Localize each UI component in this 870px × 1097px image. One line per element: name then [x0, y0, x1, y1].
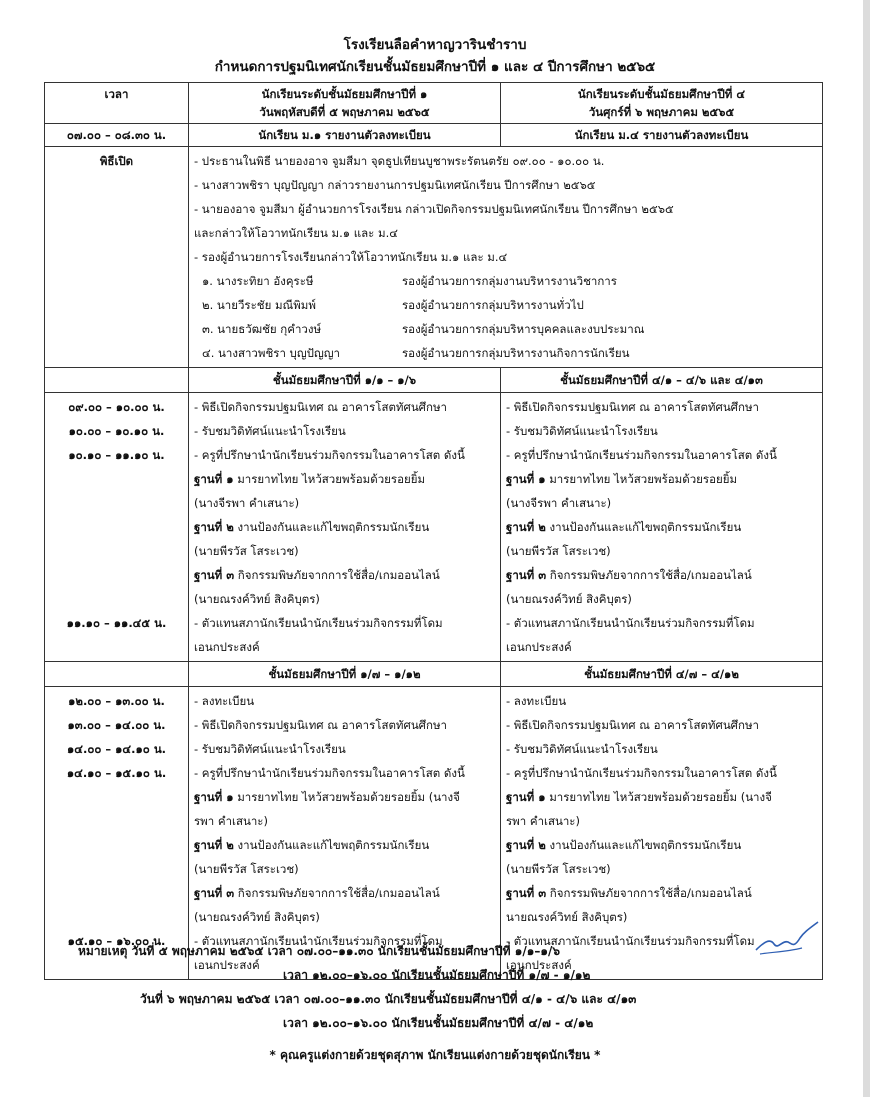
- register-m1: นักเรียน ม.๑ รายงานตัวลงทะเบียน: [189, 124, 501, 147]
- activity-line: [194, 689, 495, 713]
- station-label: ฐานที่ ๓: [194, 886, 235, 900]
- table-header-row: [45, 83, 823, 124]
- activity-text: (นางจีรพา คำเสนาะ): [194, 496, 300, 510]
- staff-name: ๔. นางสาวพชิรา บุญปัญญา: [202, 346, 341, 360]
- school-name: โรงเรียนลือคำหาญวารินชำราบ: [343, 37, 527, 53]
- staff-role: รองผู้อำนวยการกลุ่มบริหารงานกิจการนักเรียน: [402, 346, 630, 360]
- session1-header-time: [45, 368, 189, 393]
- time-slot: [50, 905, 183, 929]
- activity-text: (นางจีรพา คำเสนาะ): [506, 496, 612, 510]
- station-label: ฐานที่ ๑: [194, 790, 234, 804]
- activity-line: [506, 515, 817, 539]
- activity-text: นายณรงค์วิทย์ สิงคิบุตร): [506, 910, 628, 924]
- activity-line: [194, 395, 495, 419]
- session1-m1-activities: [189, 393, 501, 662]
- ceremony-item: - ประธานในพิธี นายองอาจ จูมสีมา จุดธูปเทียนบูชาพระรัตนตรัย ๐๙.๐๐ - ๑๐.๐๐ น.: [194, 154, 605, 168]
- activity-line: [506, 539, 817, 563]
- activity-line: [194, 833, 495, 857]
- activity-line: [506, 611, 817, 635]
- time-slot: [50, 539, 183, 563]
- page-edge: [863, 0, 870, 1097]
- session2-header-time: [45, 662, 189, 687]
- time-slot: ๑๔.๑๐ – ๑๕.๑๐ น.: [66, 766, 167, 780]
- activity-text: - ลงทะเบียน: [194, 694, 255, 708]
- activity-text: กิจกรรมพิษภัยจากการใช้สื่อ/เกมออนไลน์: [234, 886, 440, 900]
- activity-text: - พิธีเปิดกิจกรรมปฐมนิเทศ ณ อาคารโสตทัศนศึกษา: [506, 718, 759, 732]
- activity-text: (นายพีรวัส โสระเวช): [194, 544, 299, 558]
- ceremony-item: - นายองอาจ จูมสีมา ผู้อำนวยการโรงเรียน กล่าวเปิดกิจกรรมปฐมนิเทศนักเรียน ปีการศึกษา ๒๕๖๕: [194, 202, 674, 216]
- activity-text: - ลงทะเบียน: [506, 694, 567, 708]
- session1-header-m4: ชั้นมัธยมศึกษาปีที่ ๔/๑ – ๔/๖ และ ๔/๑๓: [501, 368, 823, 393]
- activity-text: รพา คำเสนาะ): [506, 814, 580, 828]
- time-slot: ๑๕.๑๐ – ๑๖.๐๐ น.: [67, 934, 166, 948]
- time-slot: ๑๐.๑๐ – ๑๑.๑๐ น.: [68, 448, 165, 462]
- activity-text: - รับชมวิดิทัศน์แนะนำโรงเรียน: [506, 424, 658, 438]
- activity-text: - ครูที่ปรึกษานำนักเรียนร่วมกิจกรรมในอาคารโสต ดังนี้: [506, 766, 777, 780]
- activity-line: [194, 443, 495, 467]
- activity-text: - ครูที่ปรึกษานำนักเรียนร่วมกิจกรรมในอาคารโสต ดังนี้: [194, 766, 465, 780]
- activity-line: [194, 857, 495, 881]
- ceremony-content: [189, 147, 823, 368]
- staff-role: รองผู้อำนวยการกลุ่มงานบริหารงานวิชาการ: [402, 274, 617, 288]
- activity-text: เอนกประสงค์: [194, 640, 260, 654]
- activity-text: (นายพีรวัส โสระเวช): [194, 862, 299, 876]
- activity-line: [194, 611, 495, 635]
- note-line: เวลา ๑๒.๐๐–๑๖.๐๐ นักเรียนชั้นมัธยมศึกษาปีที่ ๔/๗ - ๔/๑๒: [283, 1016, 594, 1030]
- activity-text: - รับชมวิดิทัศน์แนะนำโรงเรียน: [194, 424, 346, 438]
- document-header: [0, 34, 870, 78]
- activity-text: - พิธีเปิดกิจกรรมปฐมนิเทศ ณ อาคารโสตทัศนศึกษา: [506, 400, 759, 414]
- time-slot: ๑๒.๐๐ – ๑๓.๐๐ น.: [68, 694, 165, 708]
- time-slot: ๑๔.๐๐ – ๑๔.๑๐ น.: [66, 742, 167, 756]
- activity-line: [194, 809, 495, 833]
- activity-text: รพา คำเสนาะ): [194, 814, 268, 828]
- activity-text: งานป้องกันและแก้ไขพฤติกรรมนักเรียน: [545, 838, 742, 852]
- time-slot: ๑๓.๐๐ – ๑๔.๐๐ น.: [67, 718, 166, 732]
- station-label: ฐานที่ ๒: [506, 838, 546, 852]
- ceremony-label: พิธีเปิด: [45, 147, 189, 368]
- session2-times: [45, 687, 189, 980]
- session1-header-row: [45, 368, 823, 393]
- activity-text: - รับชมวิดิทัศน์แนะนำโรงเรียน: [194, 742, 346, 756]
- time-slot: ๑๑.๑๐ – ๑๑.๔๕ น.: [66, 616, 167, 630]
- session1-m4-activities: [501, 393, 823, 662]
- activity-line: [506, 443, 817, 467]
- activity-line: [506, 395, 817, 419]
- activity-line: [506, 857, 817, 881]
- activity-text: งานป้องกันและแก้ไขพฤติกรรมนักเรียน: [233, 520, 430, 534]
- activity-text: งานป้องกันและแก้ไขพฤติกรรมนักเรียน: [233, 838, 430, 852]
- activity-text: - ตัวแทนสภานักเรียนนำนักเรียนร่วมกิจกรรมที่โดม: [194, 934, 443, 948]
- activity-text: - ตัวแทนสภานักเรียนนำนักเรียนร่วมกิจกรรมที่โดม: [506, 616, 755, 630]
- station-label: ฐานที่ ๑: [506, 790, 546, 804]
- activity-text: กิจกรรมพิษภัยจากการใช้สื่อ/เกมออนไลน์: [546, 568, 752, 582]
- activity-line: [506, 833, 817, 857]
- staff-row: [194, 293, 817, 317]
- activity-line: [194, 785, 495, 809]
- activity-line: [506, 785, 817, 809]
- activity-text: (นายณรงค์วิทย์ สิงคิบุตร): [194, 910, 320, 924]
- activity-line: [194, 491, 495, 515]
- time-slot: [50, 857, 183, 881]
- time-slot: [50, 515, 183, 539]
- station-label: ฐานที่ ๒: [194, 520, 234, 534]
- activity-text: (นายณรงค์วิทย์ สิงคิบุตร): [506, 592, 632, 606]
- staff-name: ๑. นางระทิยา อังคุระษี: [202, 274, 314, 288]
- activity-line: [506, 713, 817, 737]
- station-label: ฐานที่ ๓: [506, 886, 547, 900]
- schedule-table: [44, 82, 823, 980]
- staff-role: รองผู้อำนวยการกลุ่มบริหารบุคคลและงบประมาณ: [402, 322, 645, 336]
- staff-row: [194, 317, 817, 341]
- activity-line: [506, 419, 817, 443]
- time-slot: [50, 491, 183, 515]
- session1-row: [45, 393, 823, 662]
- staff-name: ๓. นายธวัฒชัย กุคำวงษ์: [202, 322, 322, 336]
- signature-icon: [752, 912, 822, 962]
- station-label: ฐานที่ ๑: [506, 472, 546, 486]
- activity-text: กิจกรรมพิษภัยจากการใช้สื่อ/เกมออนไลน์: [234, 568, 440, 582]
- activity-line: [194, 737, 495, 761]
- activity-text: - ตัวแทนสภานักเรียนนำนักเรียนร่วมกิจกรรมที่โดม: [194, 616, 443, 630]
- session1-header-m1: ชั้นมัธยมศึกษาปีที่ ๑/๑ – ๑/๖: [189, 368, 501, 393]
- activity-text: มารยาทไทย ไหว้สวยพร้อมด้วยรอยยิ้ม (นางจี: [545, 790, 772, 804]
- m1-header: นักเรียนระดับชั้นมัธยมศึกษาปีที่ ๑ วันพฤหัสบดีที่ ๕ พฤษภาคม ๒๕๖๕: [189, 83, 501, 124]
- activity-line: [506, 467, 817, 491]
- register-row: [45, 124, 823, 147]
- activity-text: เอนกประสงค์: [506, 958, 572, 972]
- session2-row: [45, 687, 823, 980]
- register-m4: นักเรียน ม.๔ รายงานตัวลงทะเบียน: [501, 124, 823, 147]
- activity-text: - รับชมวิดิทัศน์แนะนำโรงเรียน: [506, 742, 658, 756]
- activity-line: [506, 635, 817, 659]
- session2-header-row: [45, 662, 823, 687]
- activity-text: - ครูที่ปรึกษานำนักเรียนร่วมกิจกรรมในอาคารโสต ดังนี้: [194, 448, 465, 462]
- activity-line: [506, 737, 817, 761]
- note-line: วันที่ ๖ พฤษภาคม ๒๕๖๕ เวลา ๐๗.๐๐–๑๑.๓๐ นักเรียนชั้นมัธยมศึกษาปีที่ ๔/๑ - ๔/๖ และ ๔/๑๓: [140, 992, 637, 1006]
- staff-row: [194, 269, 817, 293]
- activity-line: [194, 881, 495, 905]
- session2-m1-activities: [189, 687, 501, 980]
- activity-line: [194, 587, 495, 611]
- time-slot: [50, 563, 183, 587]
- activity-text: - ครูที่ปรึกษานำนักเรียนร่วมกิจกรรมในอาคารโสต ดังนี้: [506, 448, 777, 462]
- activity-text: - ตัวแทนสภานักเรียนนำนักเรียนร่วมกิจกรรมที่โดม: [506, 934, 755, 948]
- activity-line: [506, 563, 817, 587]
- activity-text: - พิธีเปิดกิจกรรมปฐมนิเทศ ณ อาคารโสตทัศนศึกษา: [194, 718, 447, 732]
- activity-text: มารยาทไทย ไหว้สวยพร้อมด้วยรอยยิ้ม (นางจี: [233, 790, 460, 804]
- time-slot: [50, 881, 183, 905]
- activity-line: [506, 809, 817, 833]
- activity-line: [194, 515, 495, 539]
- ceremony-item: - นางสาวพชิรา บุญปัญญา กล่าวรายงานการปฐมนิเทศนักเรียน ปีการศึกษา ๒๕๖๕: [194, 178, 596, 192]
- session1-times: [45, 393, 189, 662]
- ceremony-row: [45, 147, 823, 368]
- time-slot: [50, 833, 183, 857]
- activity-text: (นายพีรวัส โสระเวช): [506, 544, 611, 558]
- staff-row: [194, 341, 817, 365]
- dress-code-footer: * คุณครูแต่งกายด้วยชุดสุภาพ นักเรียนแต่งกายด้วยชุดนักเรียน *: [269, 1048, 601, 1062]
- activity-line: [506, 881, 817, 905]
- time-slot: ๑๐.๐๐ – ๑๐.๑๐ น.: [68, 424, 165, 438]
- register-time: ๐๗.๐๐ – ๐๘.๓๐ น.: [45, 124, 189, 147]
- activity-text: มารยาทไทย ไหว้สวยพร้อมด้วยรอยยิ้ม: [545, 472, 738, 486]
- activity-line: [506, 491, 817, 515]
- activity-line: [194, 563, 495, 587]
- time-header: เวลา: [45, 83, 189, 124]
- staff-name: ๒. นายวีระชัย มณีพิมพ์: [202, 298, 316, 312]
- activity-line: [194, 539, 495, 563]
- station-label: ฐานที่ ๑: [194, 472, 234, 486]
- m4-header: นักเรียนระดับชั้นมัธยมศึกษาปีที่ ๔ วันศุกร์ที่ ๖ พฤษภาคม ๒๕๖๕: [501, 83, 823, 124]
- activity-text: มารยาทไทย ไหว้สวยพร้อมด้วยรอยยิ้ม: [233, 472, 426, 486]
- activity-line: [194, 761, 495, 785]
- activity-line: [194, 467, 495, 491]
- activity-text: - พิธีเปิดกิจกรรมปฐมนิเทศ ณ อาคารโสตทัศนศึกษา: [194, 400, 447, 414]
- time-slot: ๐๙.๐๐ – ๑๐.๐๐ น.: [68, 400, 165, 414]
- time-slot: [50, 785, 183, 809]
- activity-line: [194, 419, 495, 443]
- activity-text: กิจกรรมพิษภัยจากการใช้สื่อ/เกมออนไลน์: [546, 886, 752, 900]
- activity-line: [506, 689, 817, 713]
- activity-text: เอนกประสงค์: [506, 640, 572, 654]
- activity-text: เอนกประสงค์: [194, 958, 260, 972]
- activity-line: [194, 635, 495, 659]
- note-line: เวลา ๑๒.๐๐–๑๖.๐๐ นักเรียนชั้นมัธยมศึกษาปีที่ ๑/๗ - ๑/๑๒: [283, 968, 591, 982]
- station-label: ฐานที่ ๒: [194, 838, 234, 852]
- activity-text: งานป้องกันและแก้ไขพฤติกรรมนักเรียน: [545, 520, 742, 534]
- station-label: ฐานที่ ๓: [194, 568, 235, 582]
- station-label: ฐานที่ ๓: [506, 568, 547, 582]
- session2-header-m1: ชั้นมัธยมศึกษาปีที่ ๑/๗ – ๑/๑๒: [189, 662, 501, 687]
- note-line: หมายเหตุ วันที่ ๕ พฤษภาคม ๒๕๖๕ เวลา ๐๗.๐๐–๑๑.๓๐ นักเรียนชั้นมัธยมศึกษาปีที่ ๑/๑–๑/๖: [78, 944, 560, 958]
- activity-text: (นายณรงค์วิทย์ สิงคิบุตร): [194, 592, 320, 606]
- activity-line: [194, 713, 495, 737]
- document-title: กำหนดการปฐมนิเทศนักเรียนชั้นมัธยมศึกษาปีที่ ๑ และ ๔ ปีการศึกษา ๒๕๖๕: [214, 59, 656, 75]
- activity-text: (นายพีรวัส โสระเวช): [506, 862, 611, 876]
- session2-header-m4: ชั้นมัธยมศึกษาปีที่ ๔/๗ – ๔/๑๒: [501, 662, 823, 687]
- time-slot: [50, 635, 183, 659]
- activity-line: [506, 761, 817, 785]
- ceremony-item: - รองผู้อำนวยการโรงเรียนกล่าวให้โอวาทนักเรียน ม.๑ และ ม.๔: [194, 250, 508, 264]
- time-slot: [50, 809, 183, 833]
- staff-role: รองผู้อำนวยการกลุ่มบริหารงานทั่วไป: [402, 298, 584, 312]
- activity-line: [194, 905, 495, 929]
- ceremony-item: และกล่าวให้โอวาทนักเรียน ม.๑ และ ม.๔: [194, 226, 398, 240]
- activity-line: [506, 587, 817, 611]
- station-label: ฐานที่ ๒: [506, 520, 546, 534]
- time-slot: [50, 467, 183, 491]
- time-slot: [50, 587, 183, 611]
